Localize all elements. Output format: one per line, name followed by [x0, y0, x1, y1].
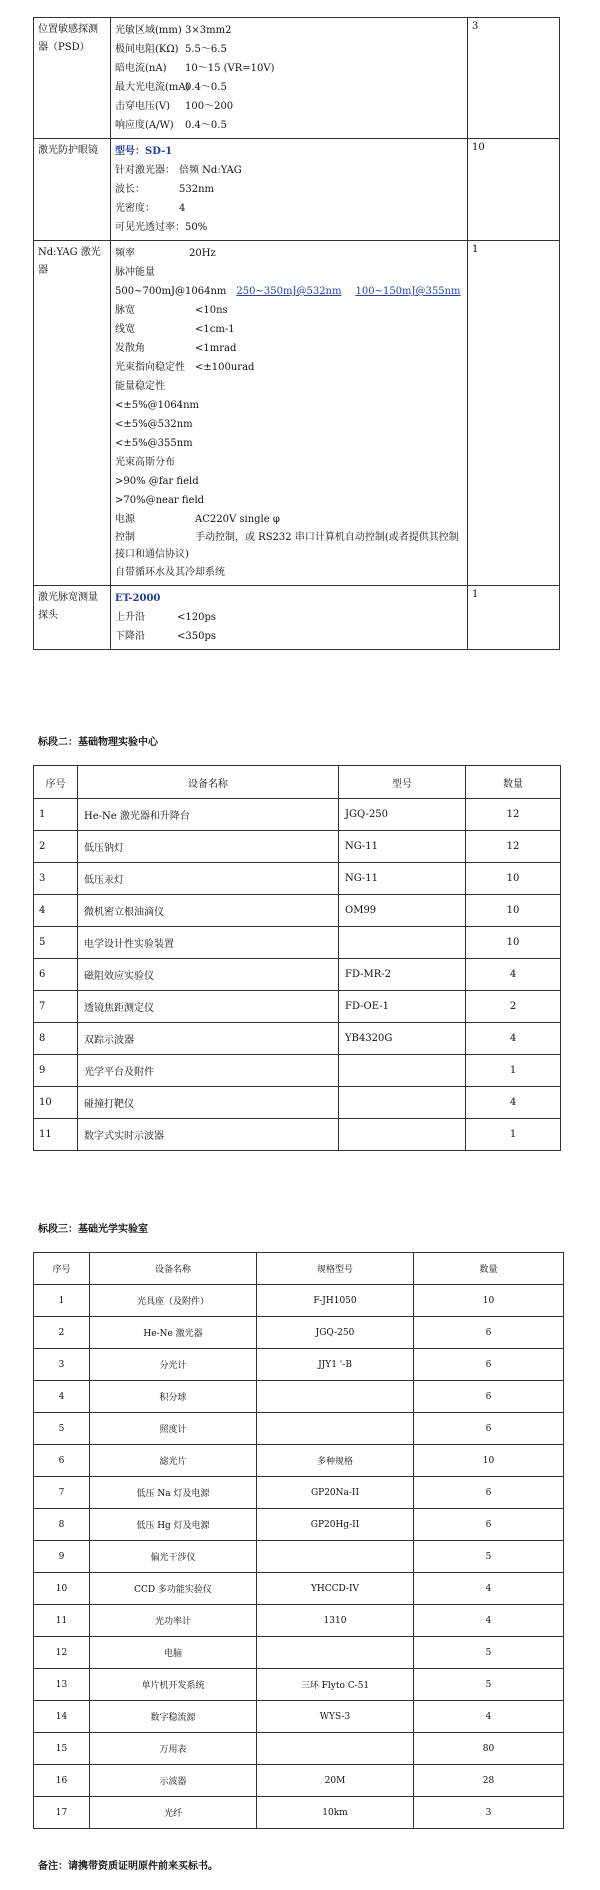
- table-cell: 微机密立根油滴仪: [78, 895, 339, 927]
- table-cell: 6: [34, 959, 78, 991]
- table-cell: 光学平台及附件: [78, 1055, 339, 1087]
- table-row: [34, 1349, 564, 1381]
- table-cell: [339, 1055, 466, 1087]
- spec-key: 电源: [115, 514, 135, 525]
- table-cell: 2: [34, 1317, 90, 1349]
- table-cell: He-Ne 激光器: [90, 1317, 257, 1349]
- table-cell: 电脑: [90, 1637, 257, 1669]
- table-row: [34, 1119, 561, 1151]
- table-cell: 12: [466, 799, 561, 831]
- spec-line: [115, 199, 463, 218]
- spec-value: 4: [179, 203, 186, 214]
- column-header: 数量: [414, 1253, 564, 1285]
- table-cell: FD-MR-2: [339, 959, 466, 991]
- spec-key: 线宽: [115, 324, 135, 335]
- table-row: [34, 1413, 564, 1445]
- spec-key: 发散角: [115, 343, 145, 354]
- table-cell: NG-11: [339, 863, 466, 895]
- table-cell: NG-11: [339, 831, 466, 863]
- spec-key: <±5%@355nm: [115, 438, 193, 449]
- table-cell: 20M: [257, 1765, 414, 1797]
- table-row: [34, 863, 561, 895]
- table-cell: 10: [414, 1445, 564, 1477]
- spec-key: >70%@near field: [115, 495, 205, 506]
- optics-lab-table: [33, 1252, 564, 1829]
- spec-key: <±5%@532nm: [115, 419, 193, 430]
- spec-line: [115, 40, 463, 59]
- spec-line: [115, 415, 463, 434]
- table-cell: 8: [34, 1023, 78, 1055]
- equipment-name: 激光脉宽测量探头: [34, 586, 111, 650]
- table-row: [34, 1477, 564, 1509]
- table-cell: 低压汞灯: [78, 863, 339, 895]
- table-cell: 7: [34, 991, 78, 1023]
- table-cell: 数字稳流源: [90, 1701, 257, 1733]
- equipment-specs: [111, 139, 468, 241]
- spec-key: 最大光电流(mA): [115, 82, 190, 93]
- table-cell: 3: [34, 863, 78, 895]
- spec-key: 响应度(A/W): [115, 120, 174, 131]
- section2-title: 标段二：基础物理实验中心: [38, 737, 158, 748]
- energy-532: 250~350mJ@532nm: [236, 286, 342, 297]
- spec-value: <1mrad: [195, 343, 237, 354]
- table-row: [34, 1317, 564, 1349]
- table-row: [34, 1733, 564, 1765]
- table-cell: JGQ-250: [257, 1317, 414, 1349]
- spec-line: [115, 97, 463, 116]
- spec-line: [115, 244, 463, 263]
- spec-value: <1cm-1: [195, 324, 235, 335]
- table-cell: OM99: [339, 895, 466, 927]
- table-cell: 三环 Flyto C-51: [257, 1669, 414, 1701]
- table-cell: [339, 1087, 466, 1119]
- table-row: [34, 1797, 564, 1829]
- table-row: [34, 1285, 564, 1317]
- spec-value: 5.5～6.5: [185, 44, 227, 55]
- table-cell: 4: [466, 959, 561, 991]
- spec-key: 上升沿: [115, 612, 145, 623]
- table-cell: 15: [34, 1733, 90, 1765]
- spec-line: [115, 377, 463, 396]
- header-row: [34, 766, 561, 799]
- equipment-specs: [111, 18, 468, 139]
- spec-key: 光密度：: [115, 203, 155, 214]
- table-cell: 5: [414, 1541, 564, 1573]
- spec-line: [115, 320, 463, 339]
- table-cell: 4: [466, 1087, 561, 1119]
- header-row: [34, 1253, 564, 1285]
- spec-line: [115, 453, 463, 472]
- table-cell: 6: [414, 1381, 564, 1413]
- spec-key: >90% @far field: [115, 476, 199, 487]
- table-cell: 10: [466, 895, 561, 927]
- table-cell: 3: [34, 1349, 90, 1381]
- table-cell: 10km: [257, 1797, 414, 1829]
- spec-value: <±100urad: [195, 362, 255, 373]
- table-row: [34, 1701, 564, 1733]
- spec-line: [115, 563, 463, 582]
- table-cell: 光功率计: [90, 1605, 257, 1637]
- spec-key: 控制: [115, 532, 135, 543]
- table-cell: JJY1 '-B: [257, 1349, 414, 1381]
- spec-value: <120ps: [177, 612, 216, 623]
- table-row: [34, 927, 561, 959]
- table-cell: 低压 Na 灯及电源: [90, 1477, 257, 1509]
- equipment-qty: 3: [468, 18, 560, 139]
- table-cell: 透镜焦距测定仪: [78, 991, 339, 1023]
- table-cell: 1: [34, 799, 78, 831]
- equipment-specs: [111, 241, 468, 586]
- table-cell: 80: [414, 1733, 564, 1765]
- equipment-name: 激光防护眼镜: [34, 139, 111, 241]
- spec-key: 光敏区域(mm): [115, 25, 182, 36]
- equipment-specs: [111, 586, 468, 650]
- spec-key: 能量稳定性: [115, 381, 165, 392]
- table-cell: 分光计: [90, 1349, 257, 1381]
- equipment-name: 位置敏感探测器（PSD）: [34, 18, 111, 139]
- table-cell: 12: [466, 831, 561, 863]
- table-cell: 16: [34, 1765, 90, 1797]
- table-cell: 11: [34, 1605, 90, 1637]
- equipment-qty: 1: [468, 586, 560, 650]
- table-cell: 4: [414, 1605, 564, 1637]
- table-row: [34, 1765, 564, 1797]
- table-cell: 光纤: [90, 1797, 257, 1829]
- spec-key: 光束指向稳定性: [115, 362, 185, 373]
- table-cell: 4: [414, 1701, 564, 1733]
- table-cell: 光具座（及附件）: [90, 1285, 257, 1317]
- table-cell: 电学设计性实验装置: [78, 927, 339, 959]
- spec-key: 下降沿: [115, 631, 145, 642]
- table-cell: 5: [34, 1413, 90, 1445]
- note: 备注：请携带资质证明原件前来买标书。: [38, 1861, 218, 1872]
- table-cell: 8: [34, 1509, 90, 1541]
- column-header: 设备名称: [90, 1253, 257, 1285]
- table-cell: 9: [34, 1055, 78, 1087]
- table-row: [34, 831, 561, 863]
- table-cell: WYS-3: [257, 1701, 414, 1733]
- table-cell: 9: [34, 1541, 90, 1573]
- column-header: 规格型号: [257, 1253, 414, 1285]
- spec-line: [115, 472, 463, 491]
- table-cell: 积分球: [90, 1381, 257, 1413]
- table-cell: 14: [34, 1701, 90, 1733]
- spec-key: 波长：: [115, 184, 145, 195]
- spec-line: [115, 529, 463, 563]
- table-row: [34, 1381, 564, 1413]
- table-row: [34, 799, 561, 831]
- spec-line: [115, 78, 463, 97]
- spec-key: 暗电流(nA): [115, 63, 167, 74]
- equipment-row: [34, 241, 560, 586]
- table-row: [34, 1573, 564, 1605]
- spec-key: 针对激光器：: [115, 165, 175, 176]
- spec-line: [115, 627, 463, 646]
- spec-line: [115, 180, 463, 199]
- energy-355: 100~150mJ@355nm: [355, 286, 461, 297]
- spec-key: 脉冲能量: [115, 267, 155, 278]
- model-label: 型号：SD-1: [115, 146, 173, 157]
- table-cell: 碰撞打靶仪: [78, 1087, 339, 1119]
- table-cell: 1: [466, 1119, 561, 1151]
- spec-value: 20Hz: [189, 248, 216, 259]
- table-cell: CCD 多功能实验仪: [90, 1573, 257, 1605]
- table-cell: 5: [414, 1637, 564, 1669]
- spec-value: AC220V single φ: [195, 514, 280, 525]
- table-row: [34, 959, 561, 991]
- equipment-name: Nd:YAG 激光器: [34, 241, 111, 586]
- table-cell: 低压钠灯: [78, 831, 339, 863]
- section3-title: 标段三：基础光学实验室: [38, 1224, 148, 1235]
- spec-key: 击穿电压(V): [115, 101, 171, 112]
- spec-value: 倍频 Nd:YAG: [179, 165, 242, 176]
- spec-line: [115, 339, 463, 358]
- spec-value: 0.4～0.5: [185, 82, 227, 93]
- table-row: [34, 1055, 561, 1087]
- laser-equipment-table: [33, 17, 560, 650]
- table-cell: JGQ-250: [339, 799, 466, 831]
- spec-line: [115, 396, 463, 415]
- spec-value: <350ps: [177, 631, 216, 642]
- equipment-qty: 1: [468, 241, 560, 586]
- table-cell: 11: [34, 1119, 78, 1151]
- table-cell: 6: [414, 1317, 564, 1349]
- table-row: [34, 991, 561, 1023]
- table-cell: He-Ne 激光器和升降台: [78, 799, 339, 831]
- table-cell: 偏光干涉仪: [90, 1541, 257, 1573]
- table-cell: 数字式实时示波器: [78, 1119, 339, 1151]
- table-row: [34, 1541, 564, 1573]
- table-cell: 4: [466, 1023, 561, 1055]
- table-cell: [339, 1119, 466, 1151]
- spec-line: [115, 263, 463, 282]
- table-cell: 1310: [257, 1605, 414, 1637]
- table-cell: 3: [414, 1797, 564, 1829]
- table-cell: 2: [466, 991, 561, 1023]
- table-cell: [257, 1541, 414, 1573]
- energy-1064: 500~700mJ@1064nm: [115, 286, 227, 297]
- table-cell: 7: [34, 1477, 90, 1509]
- table-cell: 4: [34, 1381, 90, 1413]
- table-cell: 5: [34, 927, 78, 959]
- spec-key: 自带循环水及其冷却系统: [115, 567, 225, 578]
- spec-line: [115, 301, 463, 320]
- equipment-row: [34, 586, 560, 650]
- spec-line: [115, 434, 463, 453]
- spec-line: [115, 21, 463, 40]
- table-cell: 双踪示波器: [78, 1023, 339, 1055]
- spec-key: 可见光透过率：50%: [115, 222, 208, 233]
- spec-key: 极间电阻(KΩ): [115, 44, 179, 55]
- column-header: 数量: [466, 766, 561, 799]
- column-header: 序号: [34, 1253, 90, 1285]
- table-row: [34, 1087, 561, 1119]
- table-cell: 13: [34, 1669, 90, 1701]
- equipment-row: [34, 139, 560, 241]
- table-row: [34, 1445, 564, 1477]
- table-cell: 照度计: [90, 1413, 257, 1445]
- table-cell: 28: [414, 1765, 564, 1797]
- table-cell: 万用表: [90, 1733, 257, 1765]
- model-label: ET-2000: [115, 593, 161, 604]
- pulse-energy: [115, 282, 463, 301]
- table-cell: 5: [414, 1669, 564, 1701]
- column-header: 序号: [34, 766, 78, 799]
- spec-line: [115, 358, 463, 377]
- spec-value: 3×3mm2: [185, 25, 232, 36]
- table-cell: 6: [414, 1477, 564, 1509]
- column-header: 设备名称: [78, 766, 339, 799]
- physics-lab-table: [33, 765, 561, 1151]
- table-row: [34, 895, 561, 927]
- table-cell: YHCCD-IV: [257, 1573, 414, 1605]
- table-cell: 10: [34, 1087, 78, 1119]
- table-row: [34, 1023, 561, 1055]
- table-cell: 10: [466, 927, 561, 959]
- table-cell: 低压 Hg 灯及电源: [90, 1509, 257, 1541]
- spec-value: 10～15 (VR=10V): [185, 63, 275, 74]
- table-cell: [257, 1733, 414, 1765]
- spec-line: [115, 491, 463, 510]
- table-cell: [339, 927, 466, 959]
- table-cell: 1: [466, 1055, 561, 1087]
- spec-key: 脉宽: [115, 305, 135, 316]
- table-cell: YB4320G: [339, 1023, 466, 1055]
- table-cell: GP20Hg-II: [257, 1509, 414, 1541]
- table-row: [34, 1637, 564, 1669]
- table-row: [34, 1669, 564, 1701]
- table-row: [34, 1509, 564, 1541]
- spec-line: [115, 608, 463, 627]
- table-cell: 滤光片: [90, 1445, 257, 1477]
- table-cell: 6: [414, 1509, 564, 1541]
- column-header: 型号: [339, 766, 466, 799]
- spec-key: <±5%@1064nm: [115, 400, 199, 411]
- table-cell: 4: [414, 1573, 564, 1605]
- spec-value: 532nm: [179, 184, 215, 195]
- table-cell: 17: [34, 1797, 90, 1829]
- table-cell: 示波器: [90, 1765, 257, 1797]
- table-cell: 10: [414, 1285, 564, 1317]
- table-cell: 多种规格: [257, 1445, 414, 1477]
- table-cell: 4: [34, 895, 78, 927]
- spec-key: 光束高斯分布: [115, 457, 175, 468]
- table-cell: 6: [414, 1413, 564, 1445]
- equipment-row: [34, 18, 560, 139]
- table-cell: 12: [34, 1637, 90, 1669]
- table-cell: 10: [466, 863, 561, 895]
- spec-value: 100～200: [185, 101, 234, 112]
- table-cell: [257, 1413, 414, 1445]
- spec-value: 手动控制，或 RS232 串口计算机自动控制(或者提供其控制接口和通信协议): [115, 532, 459, 560]
- table-cell: F-JH1050: [257, 1285, 414, 1317]
- spec-key: 频率: [115, 248, 135, 259]
- table-cell: 6: [414, 1349, 564, 1381]
- spec-value: 0.4～0.5: [185, 120, 227, 131]
- table-cell: 6: [34, 1445, 90, 1477]
- table-cell: 2: [34, 831, 78, 863]
- equipment-qty: 10: [468, 139, 560, 241]
- table-cell: FD-OE-1: [339, 991, 466, 1023]
- table-cell: 1: [34, 1285, 90, 1317]
- spec-line: [115, 161, 463, 180]
- spec-line: [115, 116, 463, 135]
- table-cell: 磁阻效应实验仪: [78, 959, 339, 991]
- table-row: [34, 1605, 564, 1637]
- spec-value: <10ns: [195, 305, 228, 316]
- table-cell: [257, 1381, 414, 1413]
- spec-line: [115, 218, 463, 237]
- table-cell: 10: [34, 1573, 90, 1605]
- table-cell: [257, 1637, 414, 1669]
- spec-line: [115, 510, 463, 529]
- table-cell: 单片机开发系统: [90, 1669, 257, 1701]
- spec-line: [115, 59, 463, 78]
- table-cell: GP20Na-II: [257, 1477, 414, 1509]
